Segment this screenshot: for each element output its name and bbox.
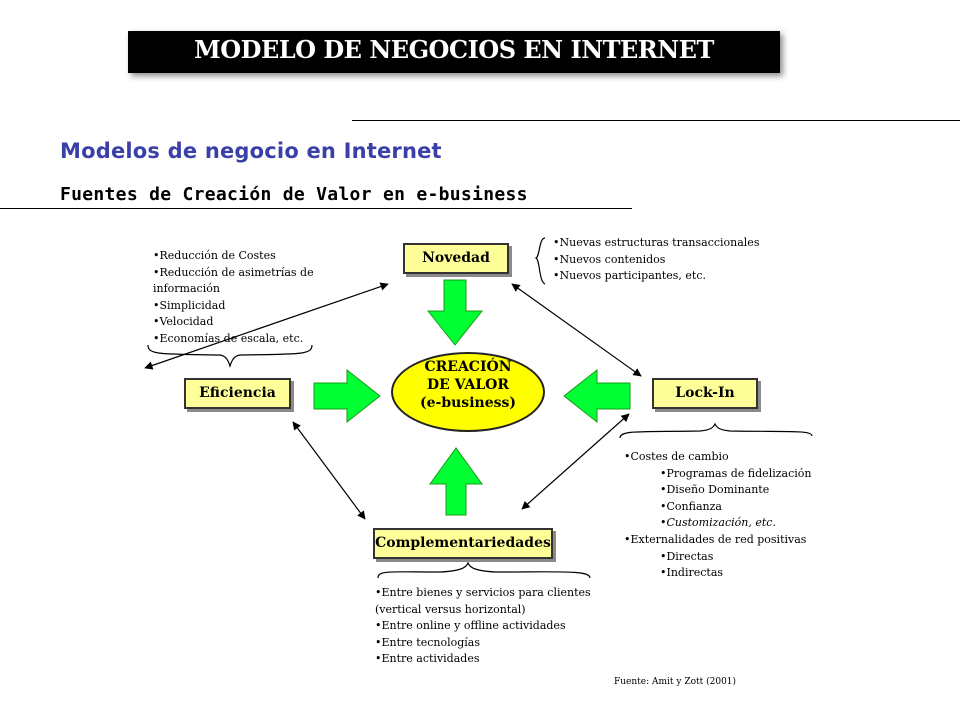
center-label [391, 358, 545, 412]
connector-eficiencia-complementariedades [293, 422, 365, 519]
complementariedades-notes [375, 585, 591, 668]
list-item: información [153, 282, 220, 296]
list-item: •Programas de fidelización [660, 466, 812, 480]
lockin-notes [624, 449, 811, 582]
node-novedad [403, 243, 509, 274]
source-citation: Fuente: Amit y Zott (2001) [614, 677, 737, 687]
section-subheading: Fuentes de Creación de Valor en e-business [60, 184, 528, 205]
list-item: •Entre bienes y servicios para clientes [375, 586, 591, 599]
node-novedad-label: Novedad [422, 250, 490, 266]
list-item: •Nuevos participantes, etc. [553, 269, 707, 283]
page-title: MODELO DE NEGOCIOS EN INTERNET [194, 35, 714, 64]
list-item: •Entre online y offline actividades [375, 619, 566, 633]
brace-complementariedades [378, 563, 590, 578]
list-item: •Directas [660, 549, 714, 563]
list-item: •Nuevos contenidos [553, 252, 666, 266]
list-item: •Velocidad [153, 315, 214, 329]
node-eficiencia [184, 378, 291, 409]
list-item: •Nuevas estructuras transaccionales [553, 236, 760, 249]
center-line-2: DE VALOR [427, 377, 509, 393]
node-eficiencia-label: Eficiencia [199, 385, 276, 401]
list-item: •Entre actividades [375, 652, 480, 666]
connector-lockin-complementariedades [522, 414, 629, 509]
center-line-3: (e-business) [420, 395, 516, 411]
list-item: •Reducción de Costes [153, 249, 276, 262]
node-lockin [652, 378, 758, 409]
green-arrow-up [430, 448, 482, 515]
list-item: •Customización, etc. [660, 516, 776, 530]
list-item: •Externalidades de red positivas [624, 532, 807, 546]
list-item: •Diseño Dominante [660, 483, 770, 497]
eficiencia-notes [153, 248, 314, 348]
list-item: •Reducción de asimetrías de [153, 265, 314, 279]
brace-eficiencia [148, 345, 312, 366]
list-item: •Simplicidad [153, 298, 226, 312]
node-complementariedades-label: Complementariedades [375, 535, 551, 551]
node-lockin-label: Lock-In [675, 385, 735, 401]
green-arrow-right [314, 370, 380, 422]
node-complementariedades [373, 528, 553, 559]
brace-lockin [620, 424, 812, 438]
brace-novedad [536, 238, 545, 284]
list-item: •Confianza [660, 499, 722, 513]
center-line-1: CREACIÓN [424, 359, 512, 375]
list-item: (vertical versus horizontal) [375, 602, 526, 616]
list-item: •Indirectas [660, 566, 724, 580]
section-heading: Modelos de negocio en Internet [60, 139, 442, 163]
novedad-notes [553, 235, 759, 285]
green-arrow-down [428, 280, 482, 345]
list-item: •Economías de escala, etc. [153, 331, 304, 345]
green-arrow-left [564, 370, 630, 422]
list-item: •Costes de cambio [624, 450, 729, 463]
list-item: •Entre tecnologías [375, 635, 480, 649]
